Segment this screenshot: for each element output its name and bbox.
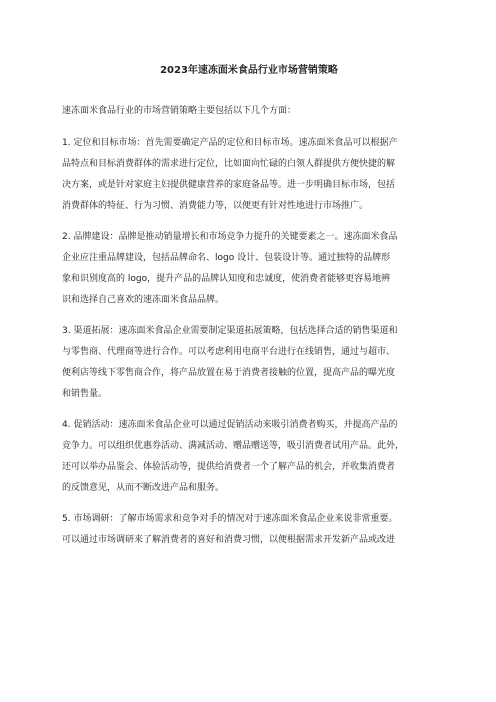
text-line: 消费群体的特征、行为习惯、消费能力等，以便更有针对性地进行市场推广。 — [62, 201, 369, 211]
paragraph-channels — [62, 321, 436, 405]
text-line: 便利店等线下零售商合作，将产品放置在易于消费者接触的位置，提高产品的曝光度 — [62, 368, 396, 378]
text-line: 4. 促销活动：速冻面米食品企业可以通过促销活动来吸引消费者购买，并提高产品的 — [62, 420, 398, 430]
text-line: 决方案，或是针对家庭主妇提供健康营养的家庭备品等。进一步明确目标市场，包括 — [62, 180, 396, 190]
text-line: 竞争力。可以组织优惠券活动、满减活动、赠品赠送等，吸引消费者试用产品。此外， — [62, 441, 405, 451]
text-line: 与零售商、代理商等进行合作。可以考虑利用电商平台进行在线销售，通过与超市、 — [62, 347, 396, 357]
text-line: 3. 渠道拓展：速冻面米食品企业需要制定渠道拓展策略，包括选择合适的销售渠道和 — [62, 326, 398, 336]
text-line: 1. 定位和目标市场：首先需要确定产品的定位和目标市场。速冻面米食品可以根据产 — [62, 138, 398, 148]
paragraph-promotions — [62, 415, 436, 499]
text-line: 可以通过市场调研来了解消费者的喜好和消费习惯，以便根据需求开发新产品或改进 — [62, 535, 396, 545]
text-line: 的反馈意见，从而不断改进产品和服务。 — [62, 483, 225, 493]
text-line: 品特点和目标消费群体的需求进行定位，比如面向忙碌的白领人群提供方便快捷的解 — [62, 159, 396, 169]
text-line: 象和识别度高的 logo，提升产品的品牌认知度和忠诚度，使消费者能够更容易地辨 — [62, 274, 391, 284]
text-line: 识和选择自己喜欢的速冻面米食品品牌。 — [62, 295, 225, 305]
paragraph-research — [62, 509, 436, 551]
text-line: 企业应注重品牌建设，包括品牌命名、logo 设计、包装设计等。通过独特的品牌形 — [62, 253, 391, 263]
paragraph-positioning — [62, 133, 436, 217]
text-line: 5. 市场调研：了解市场需求和竞争对手的情况对于速冻面米食品企业来说非常重要。 — [62, 514, 398, 524]
text-line: 2. 品牌建设：品牌是推动销量增长和市场竞争力提升的关键要素之一。速冻面米食品 — [62, 232, 398, 242]
text-line: 和销售量。 — [62, 389, 108, 399]
intro-paragraph: 速冻面米食品行业的市场营销策略主要包括以下几个方面： — [62, 106, 297, 116]
text-line: 还可以举办品鉴会、体验活动等，提供给消费者一个了解产品的机会，并收集消费者 — [62, 462, 396, 472]
paragraph-branding — [62, 227, 436, 311]
document-title: 2023年速冻面米食品行业市场营销策略 — [160, 65, 338, 76]
